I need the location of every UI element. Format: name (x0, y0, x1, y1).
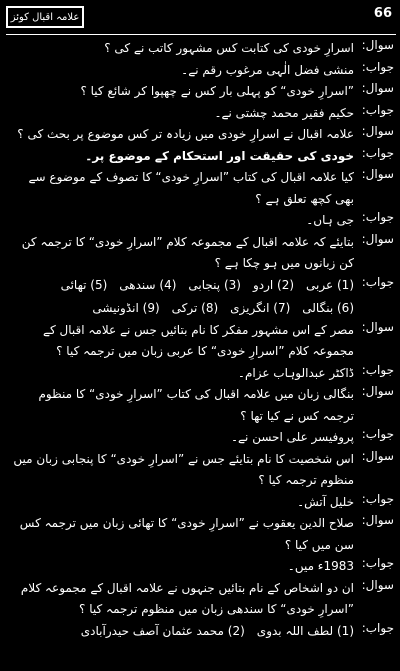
question-label: سوال: (361, 231, 394, 246)
answer-label: جواب: (361, 59, 394, 74)
question-row (0, 167, 400, 210)
option-item: (8) ترکی (171, 301, 219, 315)
option-item: (5) تھائی (60, 277, 108, 292)
question-row (0, 320, 400, 363)
answer-row (0, 146, 400, 168)
question-row (0, 81, 400, 103)
question-label: سوال: (361, 577, 394, 592)
question-row (0, 124, 400, 146)
answer-options (0, 275, 360, 320)
question-text: ”اسرارِ خودی“ کو پہلی بار کس نے چھپوا کر شائع کیا ؟ (80, 84, 354, 98)
option-item: (2) اردو (252, 277, 295, 292)
language-options (8, 275, 354, 320)
question-row (0, 578, 400, 621)
page-number: 66 (373, 6, 392, 21)
question-label: سوال: (361, 319, 394, 334)
answer-label: جواب: (361, 427, 394, 441)
option-item: (2) محمد عثمان آصف حیدرآبادی (80, 623, 245, 638)
question-text: بتایئے کہ علامہ اقبال کے مجموعہ کلام ”اسرارِ خودی“ کا ترجمہ کن کن زبانوں میں ہو چکا ہے ؟ (21, 234, 354, 270)
question-text: صلاح الدین یعقوب نے ”اسرارِ خودی“ کا تھائی زبان میں ترجمہ کس سن میں کیا ؟ (19, 516, 354, 552)
answer-label: جواب: (361, 274, 394, 289)
question-label: سوال: (361, 448, 394, 463)
answer-label: جواب: (361, 210, 394, 224)
question-text: کیا علامہ اقبال کی کتاب ”اسرارِ خودی“ کا تصوف کے موضوع سے بھی کچھ تعلق ہے ؟ (28, 170, 354, 206)
answer-text: منشی فضل الٰہی مرغوب رقم نے۔ (181, 62, 354, 77)
answer-label: جواب: (361, 556, 394, 570)
question-label: سوال: (361, 81, 394, 95)
option-item: (1) لطف اللہ بدوی (256, 623, 354, 638)
answer-text: خلیل آتش۔ (297, 494, 354, 509)
answer-text: 1983ء میں۔ (287, 559, 354, 573)
answer-text: جی ہاں۔ (306, 213, 354, 227)
option-item: (9) انڈونیشی (92, 301, 160, 315)
answer-row (0, 492, 400, 514)
answer-row (0, 210, 400, 232)
question-text: ان دو اشخاص کے نام بتائیں جنہوں نے علامہ اقبال کے مجموعہ کلام ”اسرارِ خودی“ کا سندھی زبان میں منظوم ترجمہ کیا ؟ (20, 580, 354, 616)
answer-row (0, 427, 400, 449)
answer-label: جواب: (361, 145, 394, 160)
answer-label: جواب: (361, 362, 394, 377)
answer-row (0, 621, 400, 643)
question-row (0, 38, 400, 60)
question-text: بنگالی زبان میں علامہ اقبال کی کتاب ”اسرارِ خودی“ کا منظوم ترجمہ کس نے کیا تھا ؟ (38, 387, 354, 423)
option-item: (7) انگریزی (230, 301, 291, 315)
question-label: سوال: (361, 124, 394, 138)
answer-text: پروفیسر علی احسن نے۔ (230, 430, 354, 444)
header-divider (6, 34, 396, 35)
book-series-title-box (6, 6, 84, 28)
question-text: اس شخصیت کا نام بتایئے جس نے ”اسرارِ خودی“ کا پنجابی زبان میں منظوم ترجمہ کیا ؟ (13, 451, 354, 487)
question-text: علامہ اقبال نے اسرارِ خودی میں زیادہ تر کس موضوع پر بحث کی ؟ (17, 127, 354, 141)
question-label: سوال: (361, 38, 394, 52)
answer-row (0, 556, 400, 578)
question-row (0, 513, 400, 556)
answer-row (0, 363, 400, 385)
question-row (0, 232, 400, 275)
question-label: سوال: (361, 513, 394, 527)
answer-options (0, 621, 360, 643)
option-item: (6) بنگالی (302, 301, 354, 315)
translator-options (8, 621, 354, 643)
book-series-title: علامہ اقبال کوئز (10, 11, 80, 23)
option-item: (3) پنجابی (188, 277, 241, 292)
question-text: مصر کے اس مشہور مفکر کا نام بتائیں جس نے علامہ اقبال کے مجموعہ کلام ”اسرارِ خودی“ کا عربی زبان میں ترجمہ کیا ؟ (42, 322, 354, 358)
option-item: (1) عربی (306, 277, 354, 292)
option-item: (4) سندھی (119, 277, 177, 292)
question-row (0, 384, 400, 427)
question-label: سوال: (361, 384, 394, 398)
answer-text: حکیم فقیر محمد چشتی نے۔ (214, 105, 354, 120)
qa-list (0, 38, 400, 669)
answer-row (0, 275, 400, 320)
answer-row (0, 60, 400, 82)
answer-text: ڈاکٹر عبدالوہاب عزام۔ (237, 365, 354, 380)
answer-label: جواب: (361, 620, 394, 635)
question-label: سوال: (361, 167, 394, 181)
question-row (0, 449, 400, 492)
question-text: اسرارِ خودی کی کتابت کس مشہور کاتب نے کی ؟ (104, 41, 354, 55)
answer-text: خودی کی حقیقت اور استحکام کے موضوع پر۔ (85, 148, 354, 163)
answer-row (0, 103, 400, 125)
answer-label: جواب: (361, 491, 394, 506)
answer-label: جواب: (361, 102, 394, 117)
